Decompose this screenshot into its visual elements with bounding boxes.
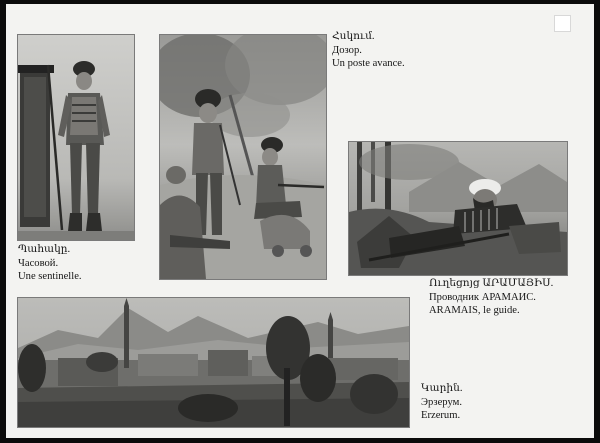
caption-line-french: Un poste avance. — [332, 58, 405, 70]
caption-line-armenian: Կարին. — [421, 383, 463, 394]
photo-outpost — [159, 34, 327, 280]
photo-sentinel — [17, 34, 135, 241]
caption-line-russian: Эрзерум. — [421, 396, 462, 408]
photo-erzerum — [17, 297, 410, 428]
caption-line-french: ARAMAIS, le guide. — [429, 305, 520, 317]
caption-line-french: Une sentinelle. — [18, 271, 82, 283]
corner-mark — [554, 15, 571, 32]
caption-outpost — [332, 30, 405, 71]
album-page — [6, 4, 594, 438]
caption-guide — [429, 277, 553, 318]
caption-sentinel — [18, 243, 82, 284]
caption-line-armenian: Ուղեցոյց ԱՐԱՄԱՅԻՍ. — [429, 278, 554, 289]
caption-line-french: Erzerum. — [421, 410, 461, 422]
caption-line-armenian: Հսկում. — [332, 31, 375, 42]
caption-line-armenian: Պահակը. — [18, 244, 71, 255]
caption-line-russian: Дозор. — [332, 44, 362, 56]
caption-line-russian: Часовой. — [18, 257, 59, 269]
photo-guide — [348, 141, 568, 276]
caption-erzerum — [421, 382, 463, 423]
caption-line-russian: Проводник АРАМАИС. — [429, 291, 536, 303]
